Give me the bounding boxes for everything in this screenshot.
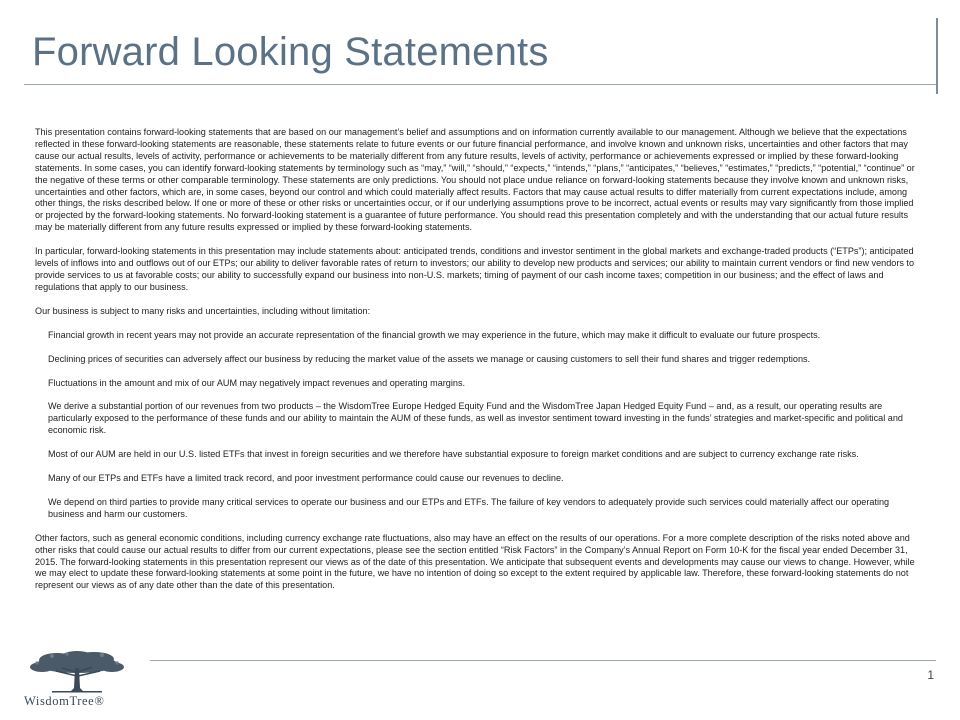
title-divider	[24, 84, 936, 85]
tree-icon	[22, 650, 132, 694]
risks-intro: Our business is subject to many risks and uncertainties, including without limitation:	[35, 305, 371, 316]
title-accent-bar	[936, 18, 938, 94]
risk-item: Declining prices of securities can adversely affect our business by reducing the market value of the assets we manage or causing customers to sell their fund shares and trigger redemptions.	[48, 353, 811, 364]
intro-paragraph: This presentation contains forward-looking statements that are based on our management’s belief and assumptions and on information currently available to our management. Although we believe that the expectations reflected in these forward-looking statements are reasonable, these statements relate to future events or our future financial performance, and involve known and unknown risks, uncertainties and other factors that may cause our actual results, levels of activity, performance or achievements to be materially different from any future results, levels of activity, performance or achievements expressed or implied by these forward-looking statements. In some cases, you can identify forward-looking statements by terminology such as “may,” “will,” “should,” “expects,” “intends,” “plans,” “anticipates,” “believes,” “estimates,” “predicts,” “potential,” “continue” or the negative of these terms or other comparable terminology. These statements are only predictions. You should not place undue reliance on forward-looking statements because they involve known and unknown risks, uncertainties and other factors, which are, in some cases, beyond our control and which could materially affect results. Factors that may cause actual results to differ materially from current expectations include, among other things, the risks described below. If one or more of these or other risks or uncertainties occur, or if our underlying assumptions prove to be incorrect, actual events or results may vary significantly from those implied or projected by the forward-looking statements. No forward-looking statement is a guarantee of future performance. You should read this presentation completely and with the understanding that our actual future results may be materially different from any future results expressed or implied by these forward-looking statements.	[35, 127, 915, 233]
risk-item: Most of our AUM are held in our U.S. listed ETFs that invest in foreign securities and we therefore have substantial exposure to foreign market conditions and are subject to currency exchange rate risks.	[48, 449, 859, 460]
slide-title: Forward Looking Statements	[32, 30, 549, 74]
risk-item: Fluctuations in the amount and mix of our AUM may negatively impact revenues and operating margins.	[48, 377, 466, 388]
logo-wordmark: WisdomTree®	[24, 694, 105, 708]
risk-item: We depend on third parties to provide many critical services to operate our business and our ETPs and ETFs. The failure of key vendors to adequately provide such services could materially affect our operating business and harm our customers.	[48, 496, 890, 519]
statement-body	[35, 127, 920, 604]
risk-item: Many of our ETPs and ETFs have a limited track record, and poor investment performance could cause our revenues to decline.	[48, 473, 564, 484]
particulars-paragraph: In particular, forward-looking statements in this presentation may include statements about: anticipated trends, conditions and investor sentiment in the global markets and exchange-traded products (“ETPs”); anticipated levels of inflows into and outflows out of our ETPs; our ability to deliver favorable rates of return to investors; our ability to develop new products and services; our ability to maintain current vendors or find new vendors to provide services to us at favorable costs; our ability to successfully expand our business into non-U.S. markets; timing of payment of our cash income taxes; competition in our business; and the effect of laws and regulations that apply to our business.	[35, 246, 915, 292]
risk-item: Financial growth in recent years may not provide an accurate representation of the financial growth we may experience in the future, which may make it difficult to evaluate our future prospects.	[48, 329, 821, 340]
closing-paragraph: Other factors, such as general economic conditions, including currency exchange rate fluctuations, also may have an effect on the results of our operations. For a more complete description of the risks noted above and other risks that could cause our actual results to differ from our current expectations, please see the section entitled “Risk Factors” in the Company’s Annual Report on Form 10-K for the fiscal year ended December 31, 2015. The forward-looking statements in this presentation represent our views as of the date of this presentation. We anticipate that subsequent events and developments may cause our views to change. However, while we may elect to update these forward-looking statements at some point in the future, we have no intention of doing so except to the extent required by applicable law. Therefore, these forward-looking statements do not represent our views as of any date other than the date of this presentation.	[35, 532, 915, 591]
footer-divider	[150, 660, 936, 661]
wisdomtree-logo	[22, 650, 132, 710]
page-number: 1	[927, 668, 934, 682]
risk-item: We derive a substantial portion of our revenues from two products – the WisdomTree Europe Hedged Equity Fund and the WisdomTree Japan Hedged Equity Fund – and, as a result, our operating results are particularly exposed to the performance of these funds and our ability to maintain the AUM of these funds, as well as investor sentiment toward investing in the funds’ strategies and market-specific and political and economic risk.	[48, 401, 903, 436]
